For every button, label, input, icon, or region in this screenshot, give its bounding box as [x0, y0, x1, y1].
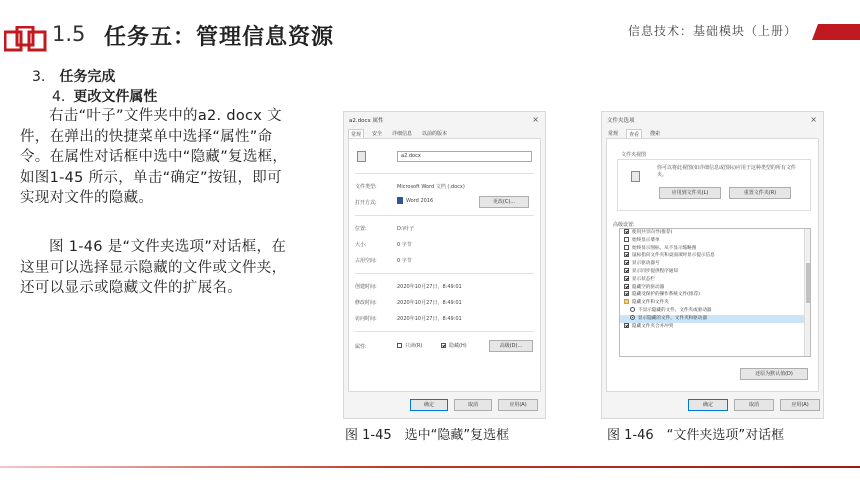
attr-label: 属性: [355, 344, 367, 350]
document-icon [357, 151, 366, 162]
checkbox-option[interactable] [620, 260, 810, 268]
book-title: 信息技术：基础模块（上册） [628, 24, 798, 38]
close-icon[interactable]: × [810, 115, 817, 124]
folder-group-item [620, 299, 810, 307]
advanced-settings-label: 高级设置: [613, 222, 635, 228]
properties-pane [348, 138, 541, 392]
checkbox-option[interactable] [620, 276, 810, 284]
modified-label: 修改时间: [355, 300, 377, 306]
checkbox-checked-icon [624, 252, 629, 257]
close-icon[interactable]: × [532, 115, 539, 124]
checkbox-icon [397, 343, 402, 348]
location-value: D:\叶子 [397, 226, 415, 232]
advanced-button[interactable]: 高级(D)... [489, 340, 533, 352]
ok-button[interactable]: 确定 [410, 399, 448, 411]
option-label: 使用共享向导(推荐) [632, 230, 673, 235]
checkbox-checked-icon [624, 276, 629, 281]
checkbox-option[interactable] [620, 291, 810, 299]
option-label: 不显示隐藏的文件、文件夹或驱动器 [638, 307, 712, 313]
created-label: 创建时间: [355, 284, 377, 290]
divider [355, 173, 534, 174]
open-label: 打开方式: [355, 200, 377, 206]
header-accent-bar [812, 24, 860, 40]
option-label: 显示隐藏的文件、文件夹和驱动器 [638, 315, 707, 321]
divider [355, 215, 534, 216]
option-label: 显示驱动器号 [632, 261, 660, 267]
option-label: 隐藏空的驱动器 [632, 284, 665, 290]
divider [355, 331, 534, 332]
dialog-title: a2.docx 属性 [349, 118, 384, 124]
checkbox-icon [624, 237, 629, 242]
accessed-label: 访问时间: [355, 316, 377, 322]
checkbox-icon [624, 245, 629, 250]
footer-rule [0, 466, 860, 468]
checkbox-option[interactable] [620, 323, 810, 331]
option-label: 隐藏受保护的操作系统文件(推荐) [632, 292, 700, 298]
reset-folders-button[interactable]: 重置文件夹(R) [729, 187, 791, 199]
change-button[interactable]: 更改(C)... [479, 196, 529, 208]
paragraph-2 [20, 237, 295, 299]
tab-details[interactable]: 详细信息 [392, 131, 413, 137]
checkbox-option[interactable] [620, 229, 810, 237]
tab-security[interactable]: 安全 [372, 131, 383, 137]
checkbox-option[interactable] [620, 245, 810, 253]
filename-field[interactable]: a2.docx [397, 151, 532, 162]
dialog-title: 文件夹选项 [607, 118, 635, 124]
tab-general[interactable]: 常规 [348, 129, 364, 139]
radio-icon [630, 307, 635, 312]
option-label: 隐藏文件和文件夹 [632, 300, 669, 306]
option-label: 显示状态栏 [632, 276, 655, 282]
paragraph-1 [20, 106, 295, 209]
checkbox-checked-icon [441, 343, 446, 348]
type-value: Microsoft Word 文档 (.docx) [397, 184, 465, 190]
hidden-checkbox[interactable]: 隐藏(H) [441, 342, 467, 349]
substep-title: 更改文件属性 [73, 89, 158, 105]
disk-value: 0 字节 [397, 258, 412, 264]
created-value: 2020年10月27日，8:49:01 [397, 284, 462, 290]
option-label: 隐藏文件夹合并冲突 [632, 323, 674, 329]
step-heading [32, 66, 115, 86]
step-title: 任务完成 [59, 69, 116, 85]
type-label: 文件类型: [355, 184, 377, 190]
step-number: 3. [32, 69, 46, 85]
substep-heading [52, 86, 157, 106]
checkbox-checked-icon [624, 229, 629, 234]
checkbox-checked-icon [624, 284, 629, 289]
checkbox-checked-icon [624, 323, 629, 328]
substep-number: 4. [52, 89, 66, 105]
book-logo-icon [4, 26, 48, 52]
folder-icon [624, 299, 629, 304]
size-value: 0 字节 [397, 242, 412, 248]
folder-view-group-title: 文件夹视图 [621, 152, 647, 158]
option-label: 始终显示图标，从不显示缩略图 [632, 245, 697, 251]
folder-view-icon [631, 171, 640, 182]
cancel-button[interactable]: 取消 [454, 399, 492, 411]
figure-folder-options-dialog [601, 111, 824, 419]
option-label: 始终显示菜单 [632, 237, 660, 243]
ok-button[interactable]: 确定 [688, 399, 728, 411]
modified-value: 2020年10月27日，8:49:01 [397, 300, 462, 306]
open-value: Word 2016 [397, 197, 433, 204]
accessed-value: 2020年10月27日，8:49:01 [397, 316, 462, 322]
figure-1-caption: 图 1-45 选中“隐藏”复选框 [345, 428, 510, 443]
disk-label: 占用空间: [355, 258, 377, 264]
checkbox-option[interactable] [620, 284, 810, 292]
checkbox-option[interactable] [620, 268, 810, 276]
checkbox-checked-icon [624, 268, 629, 273]
folder-view-description: 你可以将此视图(如详细信息或图标)应用于这种类型的所有文件夹。 [657, 165, 796, 178]
restore-defaults-button[interactable]: 还原为默认值(D) [740, 368, 808, 380]
option-label: 鼠标指向文件夹和桌面项时显示提示信息 [632, 253, 715, 259]
checkbox-option[interactable] [620, 252, 810, 260]
tab-general[interactable]: 常规 [608, 131, 619, 137]
checkbox-checked-icon [624, 291, 629, 296]
figure-2-caption: 图 1-46 “文件夹选项”对话框 [607, 428, 785, 443]
advanced-settings-list[interactable] [619, 228, 811, 357]
scrollbar[interactable] [804, 229, 810, 356]
apply-button[interactable]: 应用(A) [780, 399, 820, 411]
word-icon [397, 197, 403, 204]
section-title: 任务五：管理信息资源 [104, 25, 335, 50]
radio-option[interactable] [620, 315, 810, 323]
option-label: 显示同步提供程序通知 [632, 268, 678, 274]
size-label: 大小: [355, 242, 367, 248]
section-number: 1.5 [52, 22, 86, 46]
tab-view[interactable]: 查看 [626, 129, 642, 139]
readonly-checkbox[interactable]: 只读(R) [397, 342, 422, 349]
apply-button[interactable]: 应用(A) [498, 399, 538, 411]
location-label: 位置: [355, 226, 367, 232]
checkbox-option[interactable] [620, 237, 810, 245]
scrollbar-thumb[interactable] [806, 263, 810, 303]
cancel-button[interactable]: 取消 [734, 399, 774, 411]
paragraph-2-text: 图 1-46 是“文件夹选项”对话框，在这里可以选择显示隐藏的文件或文件夹，还可以显示或隐藏文件的扩展名。 [20, 239, 287, 297]
radio-selected-icon [630, 315, 635, 320]
radio-option[interactable] [620, 307, 810, 315]
checkbox-checked-icon [624, 260, 629, 265]
paragraph-1-text: 右击“叶子”文件夹中的a2. docx 文件，在弹出的快捷菜单中选择“属性”命令。在属性对话框中选中“隐藏”复选框，如图1-45 所示，单击“确定”按钮，即可实现对文件的隐藏。 [20, 108, 288, 207]
apply-to-folders-button[interactable]: 应用到文件夹(L) [659, 187, 721, 199]
divider [355, 273, 534, 274]
figure-properties-dialog [343, 111, 546, 419]
tab-search[interactable]: 搜索 [650, 131, 661, 137]
tab-previous-versions[interactable]: 以前的版本 [422, 131, 448, 137]
